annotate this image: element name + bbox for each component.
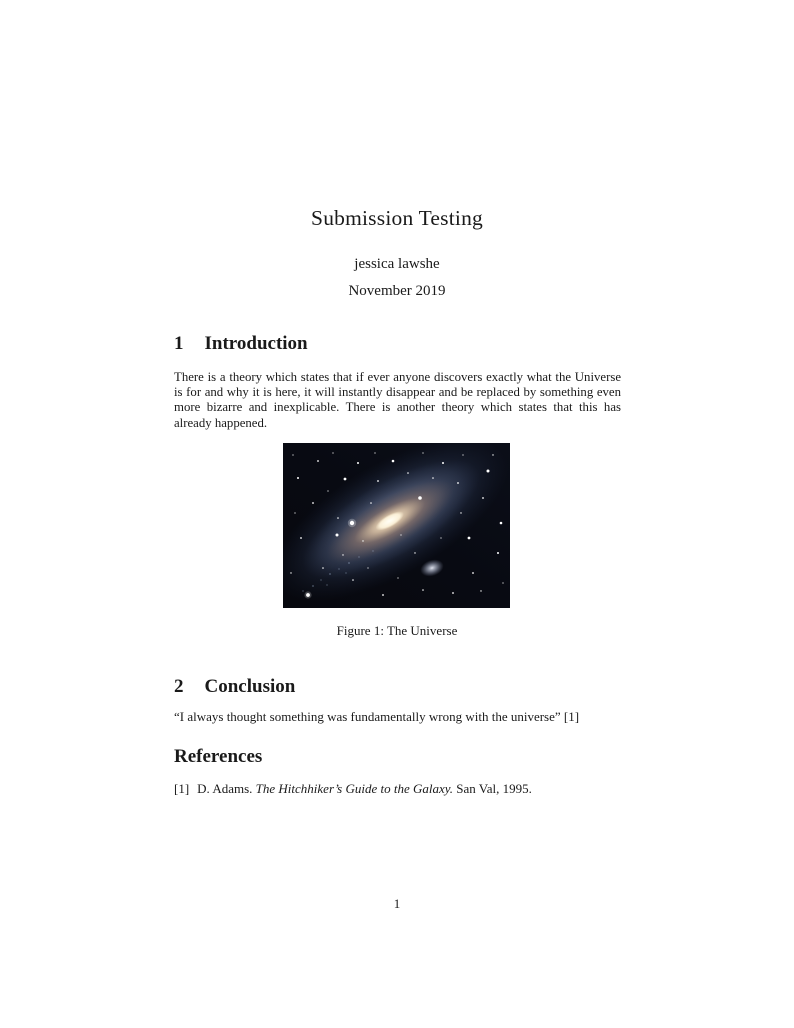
reference-title: The Hitchhiker’s Guide to the Galaxy. — [255, 781, 454, 796]
page-number: 1 — [393, 896, 401, 911]
introduction-paragraph: There is a theory which states that if ever anyone discovers exactly what the Universe is for and why it is here, it will instantly disappear and be replaced by something even more bizarre and inexplicable. There is another theory which states that this has already happened. — [174, 370, 621, 430]
section-number: 2 — [174, 676, 184, 697]
references-heading: References — [174, 746, 263, 767]
reference-authors: D. Adams. — [197, 781, 253, 796]
reference-label: [1] — [174, 781, 190, 796]
section-number: 1 — [174, 333, 184, 354]
conclusion-paragraph: “I always thought something was fundamentally wrong with the universe” [1] — [174, 709, 580, 724]
document-author: jessica lawshe — [354, 256, 440, 272]
galaxy-image — [283, 443, 510, 608]
section-title: Introduction — [204, 333, 308, 354]
section-heading-introduction — [174, 333, 621, 355]
reference-publisher: San Val, 1995. — [456, 781, 532, 796]
figure-caption: Figure 1: The Universe — [336, 623, 458, 638]
section-title: Conclusion — [204, 676, 296, 697]
figure-image — [283, 443, 510, 608]
reference-entry — [174, 781, 634, 797]
document-date: November 2019 — [348, 283, 446, 299]
section-heading-conclusion — [174, 676, 621, 698]
document-title: Submission Testing — [311, 206, 483, 230]
